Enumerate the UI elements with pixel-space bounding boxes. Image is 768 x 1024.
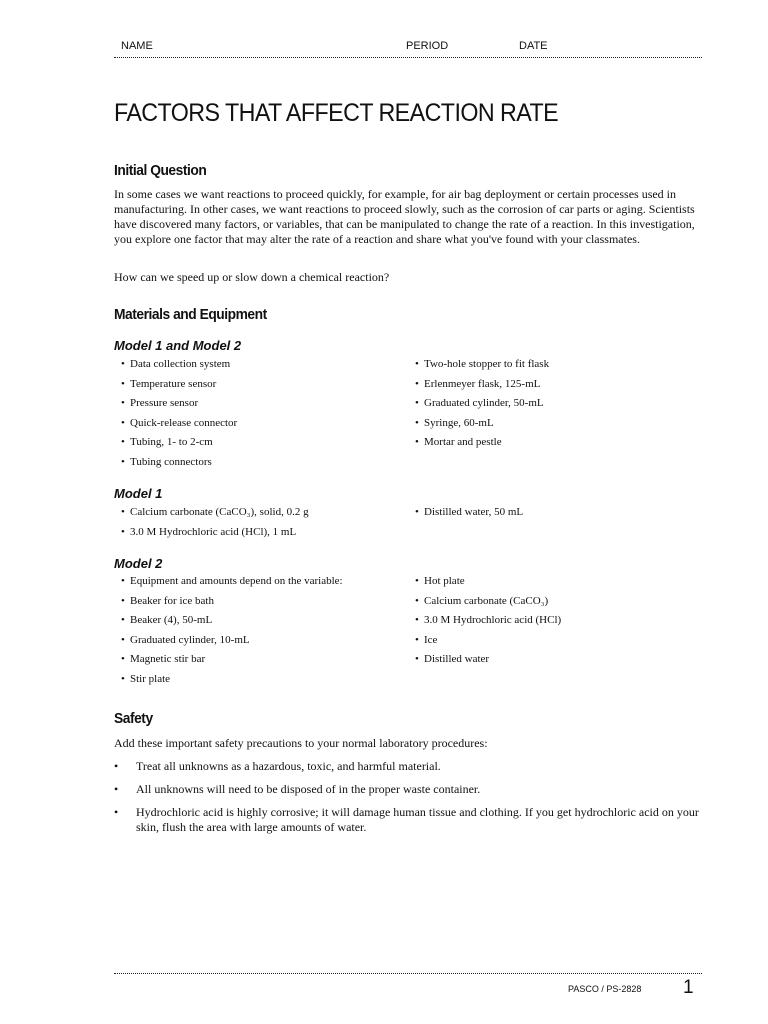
model1-list-left xyxy=(121,505,309,544)
period-label: PERIOD xyxy=(406,40,449,52)
list-item: • Stir plate xyxy=(121,672,171,685)
list-item: • Quick-release connector xyxy=(121,416,238,429)
safety-item: • Treat all unknowns as a hazardous, toxic, and harmful material. xyxy=(114,759,441,773)
page-title: FACTORS THAT AFFECT REACTION RATE xyxy=(114,99,559,127)
driving-question: How can we speed up or slow down a chemical reaction? xyxy=(114,270,390,284)
bullet: • xyxy=(114,759,119,773)
bullet: • xyxy=(114,805,119,819)
materials-heading: Materials and Equipment xyxy=(114,306,267,323)
list-item: • Equipment and amounts depend on the variable: xyxy=(121,575,343,587)
safety-item: • All unknowns will need to be disposed of in the proper waste container. xyxy=(114,782,481,796)
bullet: • xyxy=(121,416,125,429)
list-item: • Tubing, 1- to 2-cm xyxy=(121,436,213,449)
bullet: • xyxy=(114,782,119,796)
list-item: • Distilled water, 50 mL xyxy=(415,506,524,518)
model12-list-right xyxy=(415,357,549,455)
model2-list-left xyxy=(121,574,343,692)
safety-heading: Safety xyxy=(114,710,153,727)
bullet: • xyxy=(415,436,419,449)
bullet: • xyxy=(415,575,419,587)
date-label: DATE xyxy=(519,40,548,52)
bullet: • xyxy=(121,653,125,666)
list-item: • Ice xyxy=(415,633,438,646)
bullet: • xyxy=(121,506,125,518)
bullet: • xyxy=(415,377,419,390)
bullet: • xyxy=(415,653,419,666)
footer-divider xyxy=(114,973,702,974)
initial-question-heading: Initial Question xyxy=(114,162,207,179)
safety-item: • Hydrochloric acid is highly corrosive; it will damage human tissue and clothing. If you get hydrochloric acid on your skin, flush the area with large amounts of water. xyxy=(114,805,699,834)
bullet: • xyxy=(415,594,419,607)
list-item: • 3.0 M Hydrochloric acid (HCl), 1 mL xyxy=(121,525,297,538)
list-item: • Tubing connectors xyxy=(121,455,212,468)
student-info-header xyxy=(121,40,701,56)
header-divider xyxy=(114,57,702,58)
list-item: • Mortar and pestle xyxy=(415,436,502,449)
model2-list-right xyxy=(415,574,561,672)
initial-question-paragraph: In some cases we want reactions to proceed quickly, for example, for air bag deployment or certain processes used in manufacturing. In other cases, we want reactions to proceed slowly, such as the corrosion of car parts or aging. Scientists have discovered many factors, or variables, that can be manipulated to change the rate of a reaction. In this investigation, you explore one factor that may alter the rate of a reaction and share what you've found with your classmates. xyxy=(114,187,695,246)
bullet: • xyxy=(121,633,125,646)
list-item: • 3.0 M Hydrochloric acid (HCl) xyxy=(415,614,562,627)
list-item: • Magnetic stir bar xyxy=(121,653,206,666)
model1-list-right xyxy=(415,505,523,525)
list-item: • Pressure sensor xyxy=(121,397,199,410)
page-number: 1 xyxy=(683,977,694,998)
bullet: • xyxy=(415,416,419,429)
model12-list-left xyxy=(121,357,237,475)
bullet: • xyxy=(121,436,125,449)
bullet: • xyxy=(121,614,125,627)
bullet: • xyxy=(415,397,419,410)
list-item: • Temperature sensor xyxy=(121,377,217,390)
bullet: • xyxy=(121,397,125,410)
name-label: NAME xyxy=(121,40,153,52)
footer-source: PASCO / PS-2828 xyxy=(568,984,642,994)
safety-intro: Add these important safety precautions to your normal laboratory procedures: xyxy=(114,736,488,750)
bullet: • xyxy=(121,455,125,468)
bullet: • xyxy=(415,358,419,370)
list-item: • Beaker (4), 50-mL xyxy=(121,614,213,627)
list-item: • Syringe, 60-mL xyxy=(415,416,494,429)
model2-heading: Model 2 xyxy=(114,556,163,571)
list-item: • Graduated cylinder, 50-mL xyxy=(415,397,544,410)
list-item: • Data collection system xyxy=(121,358,231,370)
list-item: • Graduated cylinder, 10-mL xyxy=(121,633,250,646)
list-item: • Hot plate xyxy=(415,575,465,587)
bullet: • xyxy=(415,633,419,646)
bullet: • xyxy=(415,614,419,627)
bullet: • xyxy=(121,358,125,370)
bullet: • xyxy=(121,525,125,538)
bullet: • xyxy=(121,672,125,685)
list-item: • Two-hole stopper to fit flask xyxy=(415,358,550,370)
bullet: • xyxy=(121,575,125,587)
bullet: • xyxy=(121,594,125,607)
model12-heading: Model 1 and Model 2 xyxy=(114,338,242,353)
safety-list xyxy=(114,759,704,843)
list-item: • Calcium carbonate (CaCO₃) xyxy=(415,594,549,607)
list-item: • Beaker for ice bath xyxy=(121,594,214,607)
bullet: • xyxy=(415,506,419,518)
model1-heading: Model 1 xyxy=(114,486,163,501)
list-item: • Calcium carbonate (CaCO₃), solid, 0.2 g xyxy=(121,506,309,518)
list-item: • Distilled water xyxy=(415,653,490,666)
bullet: • xyxy=(121,377,125,390)
list-item: • Erlenmeyer flask, 125-mL xyxy=(415,377,541,390)
